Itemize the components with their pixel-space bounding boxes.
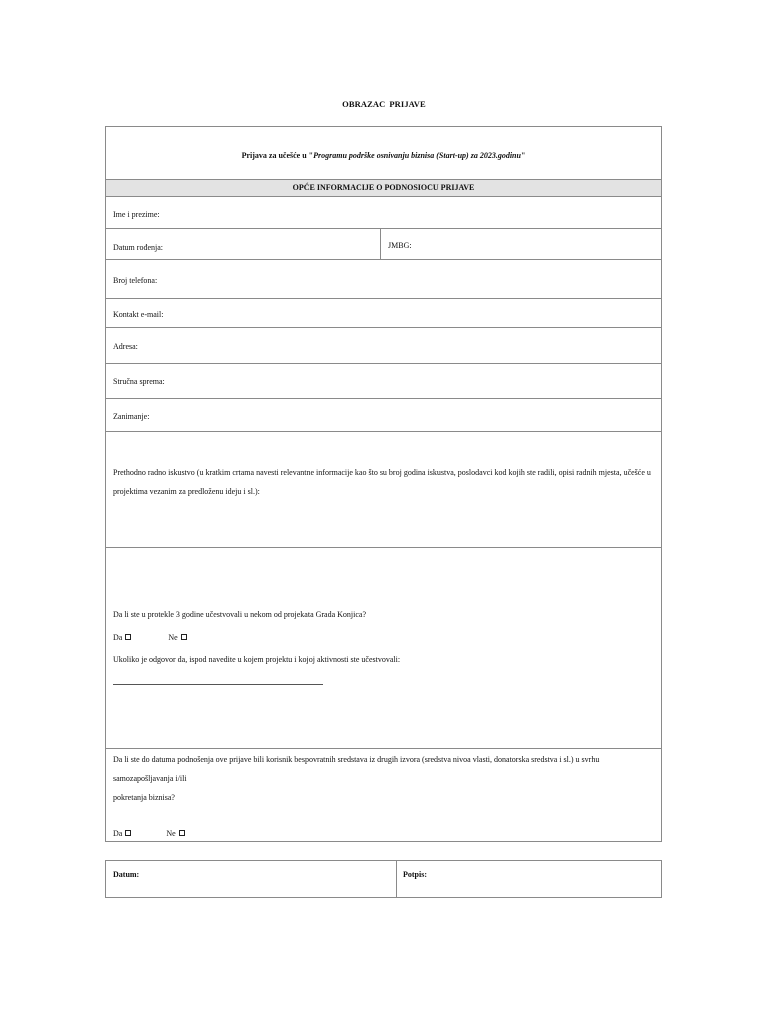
grants-yes-label: Da [113,829,123,838]
footer-divider [396,861,397,897]
title-word-2: PRIJAVE [389,99,426,109]
grants-yes-option[interactable] [113,824,131,843]
grants-question-line-3: pokretanja biznisa? [113,793,175,802]
grants-question-row [106,749,661,843]
email-row[interactable] [106,299,661,328]
grants-question-line-2: samozapošljavanja i/ili [113,774,187,783]
dob-jmbg-row [106,229,661,260]
column-divider [380,229,381,259]
checkbox-icon[interactable] [179,830,185,836]
title-word-1: OBRAZAC [342,99,386,109]
intro-suffix: " [520,151,526,160]
program-name: Programu podrške osnivanju biznisa (Start-up) za 2023.godinu [313,151,521,160]
signature-box [105,860,662,898]
phone-row[interactable] [106,260,661,299]
experience-text-line-2: projektima vezanim za predloženu ideju i sl.): [113,487,260,496]
name-row[interactable] [106,197,661,229]
section-heading: OPĆE INFORMACIJE O PODNOSIOCU PRIJAVE [106,180,661,197]
checkbox-icon[interactable] [125,634,131,640]
checkbox-icon[interactable] [181,634,187,640]
projects-no-option[interactable] [168,628,186,647]
address-row[interactable] [106,328,661,364]
projects-followup: Ukoliko je odgovor da, ispod navedite u kojem projektu i kojoj aktivnosti ste učestvovali: [113,655,401,664]
name-label: Ime i prezime: [113,210,160,219]
answer-fill-line[interactable] [113,684,323,685]
projects-question: Da li ste u protekle 3 godine učestvovali u nekom od projekata Grada Konjica? [113,610,367,619]
checkbox-icon[interactable] [125,830,131,836]
signature-label: Potpis: [403,870,427,879]
projects-no-label: Ne [168,633,178,642]
phone-label: Broj telefona: [113,276,158,285]
intro-text [106,151,661,160]
email-label: Kontakt e-mail: [113,310,164,319]
projects-yes-option[interactable] [113,628,131,647]
experience-row[interactable] [106,432,661,548]
projects-answer-options [113,628,653,647]
education-row[interactable] [106,364,661,399]
grants-no-label: Ne [166,829,176,838]
occupation-row[interactable] [106,399,661,432]
dob-label: Datum rođenja: [113,243,163,252]
application-form [105,126,662,842]
intro-prefix: Prijava za učešće u " [241,151,314,160]
projects-question-row [106,548,661,749]
grants-answer-options [113,824,653,843]
grants-question-line-1: Da li ste do datuma podnošenja ove prijave bili korisnik bespovratnih sredstava iz drugih izvora (sredstva nivoa vlasti, donatorska sredstva i sl.) u svrhu [113,755,600,764]
date-label: Datum: [113,870,140,879]
intro-row [106,127,661,180]
education-label: Stručna sprema: [113,377,165,386]
jmbg-label: JMBG: [388,241,412,250]
projects-yes-label: Da [113,633,123,642]
experience-text-line-1: Prethodno radno iskustvo (u kratkim crtama navesti relevantne informacije kao što su broj godina iskustva, poslodavci kod kojih ste radili, opisi radnih mjesta, učešće u [113,468,651,477]
grants-no-option[interactable] [166,824,184,843]
form-title [0,99,768,109]
occupation-label: Zanimanje: [113,412,150,421]
address-label: Adresa: [113,342,138,351]
